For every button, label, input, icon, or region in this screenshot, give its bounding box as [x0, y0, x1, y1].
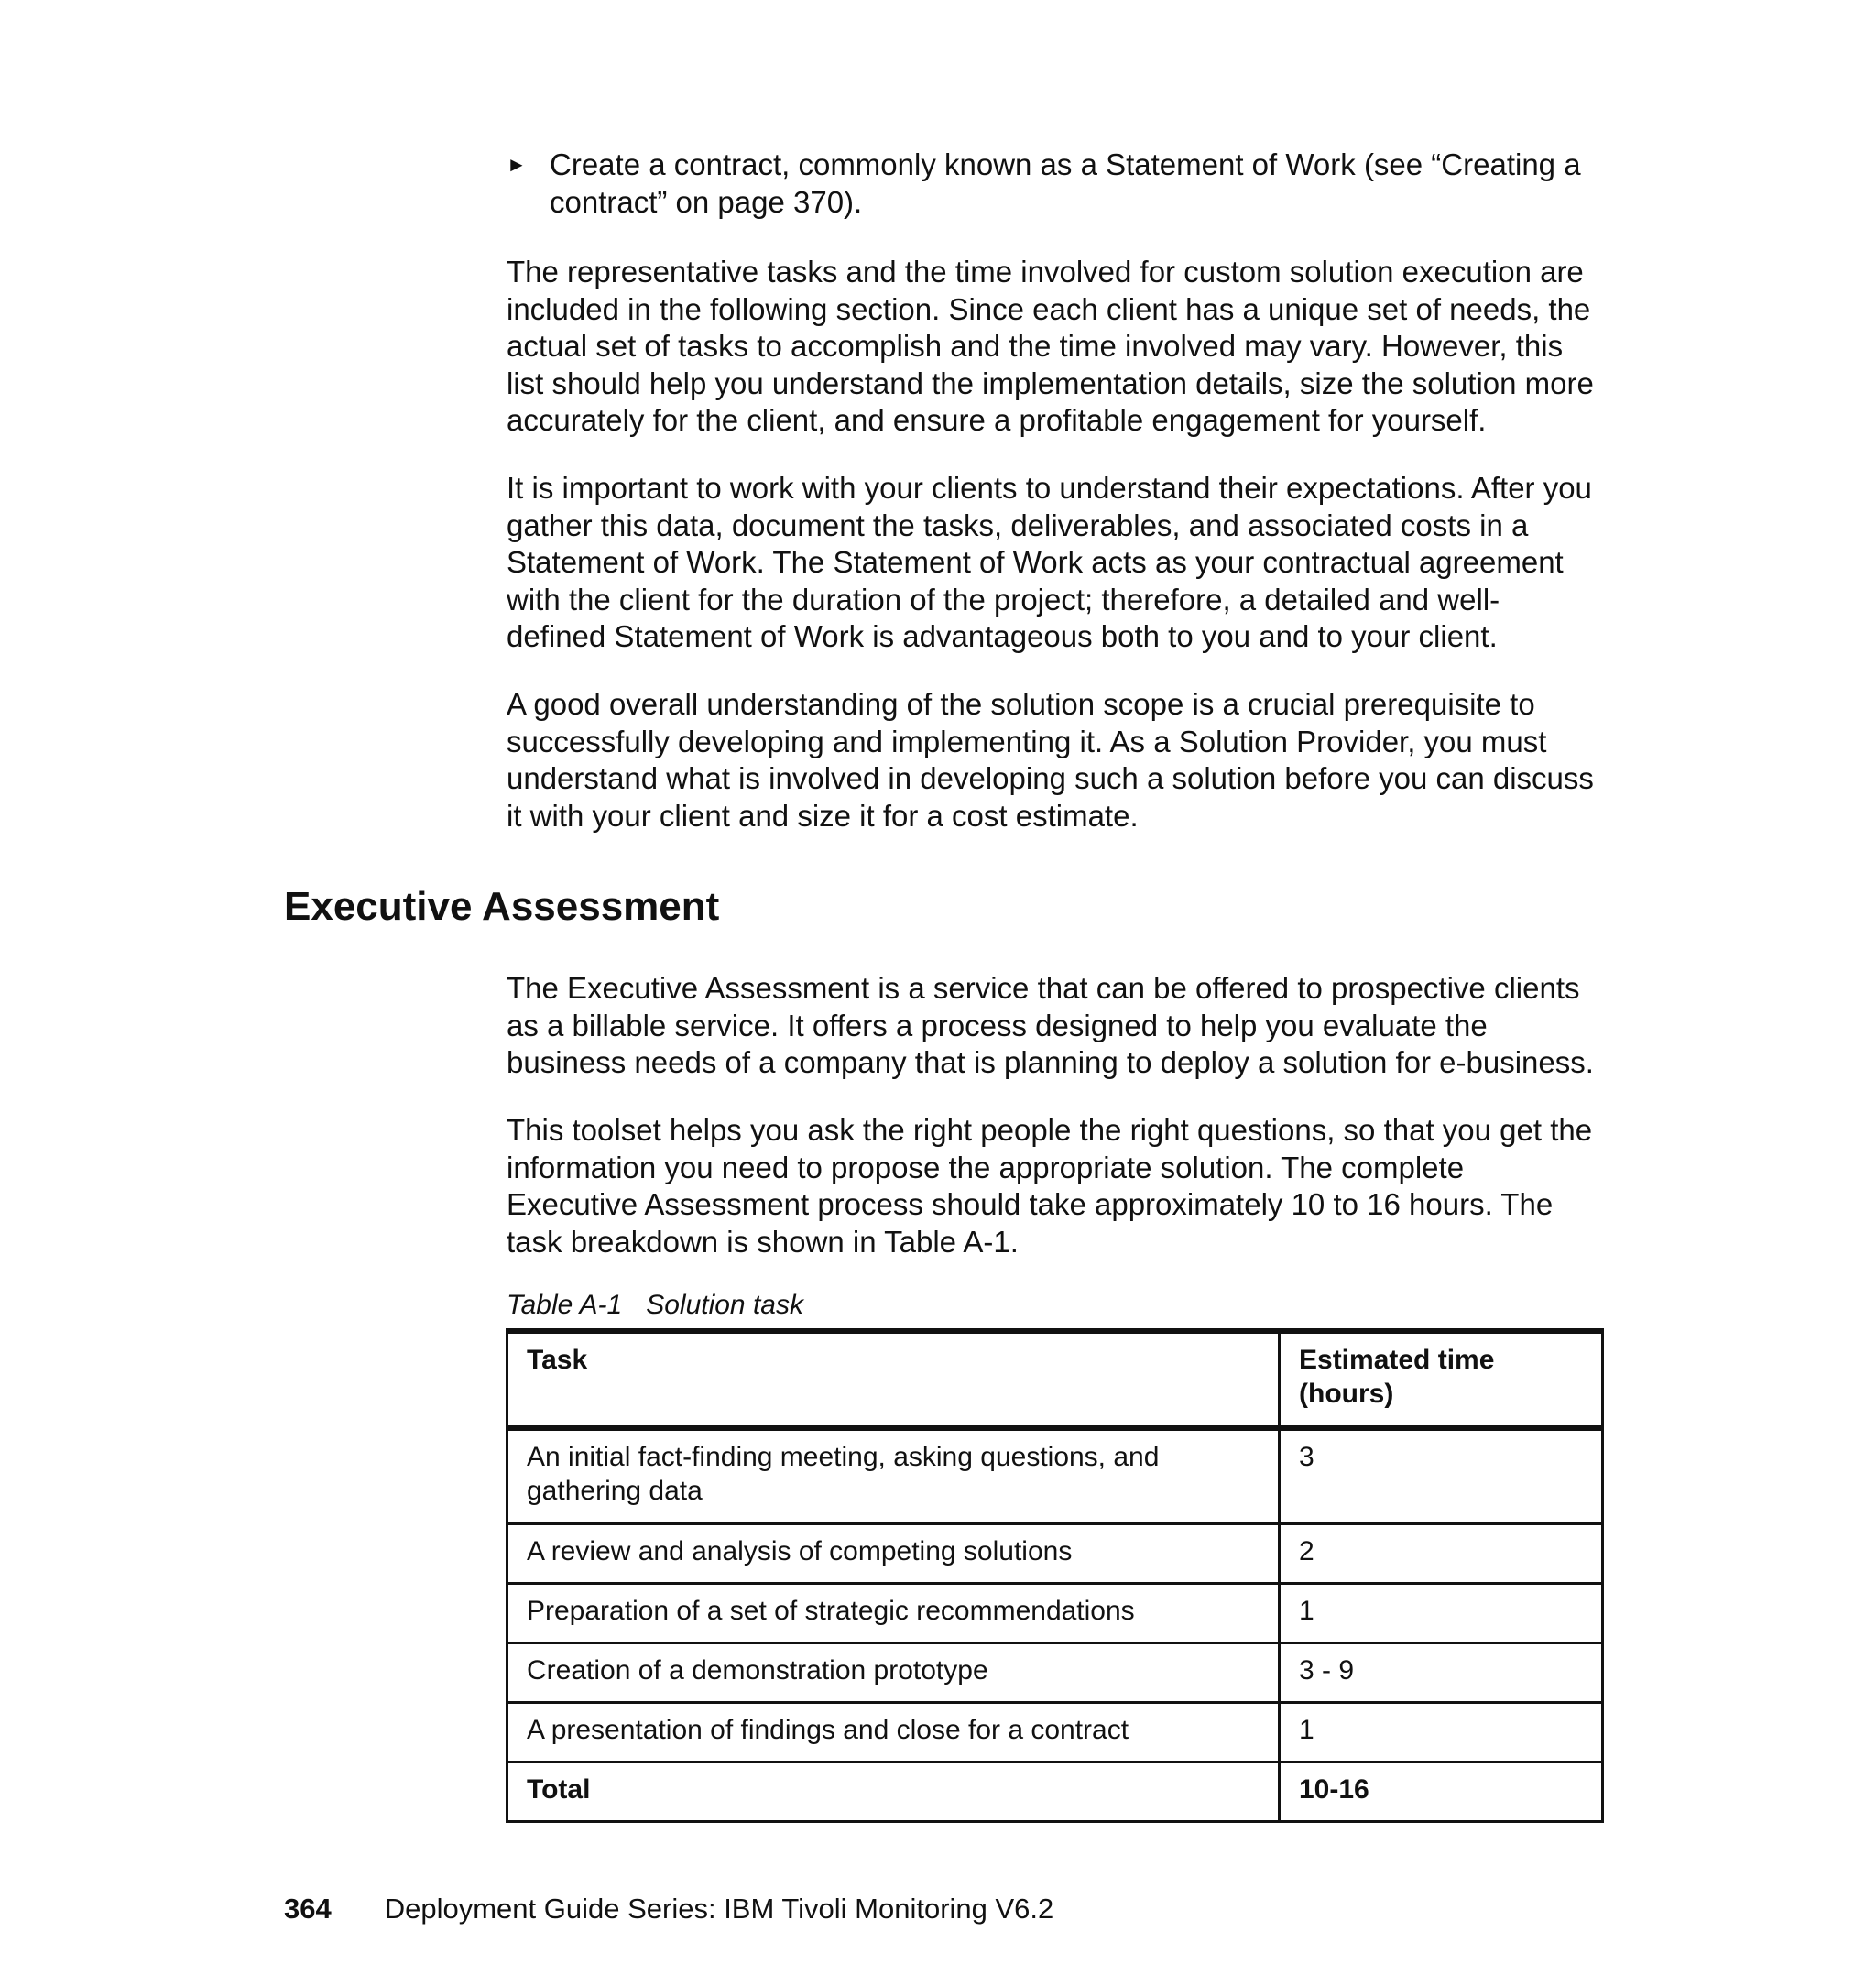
- total-label: Total: [507, 1762, 1280, 1822]
- table-row: [507, 1643, 1603, 1703]
- table-caption-label: Table A-1: [507, 1290, 623, 1320]
- section-paragraph-1-block: [507, 970, 1597, 1082]
- solution-task-table: [506, 1328, 1604, 1823]
- section-paragraph: This toolset helps you ask the right people the right questions, so that you get the information you need to propose the appropriate solution. The complete Executive Assessment process should take approximately 10 to 16 hours. The task breakdown is shown in Table A-1.: [507, 1113, 1593, 1259]
- header-task: Task: [507, 1331, 1280, 1428]
- book-title: Deployment Guide Series: IBM Tivoli Monitoring V6.2: [384, 1893, 1054, 1925]
- intro-paragraph-1-block: [507, 254, 1597, 440]
- intro-paragraph-3-block: [507, 686, 1597, 835]
- time-cell: 1: [1280, 1703, 1603, 1762]
- table-caption-title: Solution task: [646, 1290, 803, 1320]
- bullet-item: [507, 147, 1597, 221]
- task-cell: An initial fact-finding meeting, asking questions, and gathering data: [507, 1428, 1280, 1524]
- task-cell: A review and analysis of competing solutions: [507, 1524, 1280, 1584]
- table-caption: [507, 1287, 803, 1324]
- bullet-arrow-icon: ►: [507, 153, 527, 176]
- task-cell: Preparation of a set of strategic recommendations: [507, 1584, 1280, 1643]
- section-paragraph-2-block: [507, 1112, 1597, 1260]
- intro-paragraph: The representative tasks and the time involved for custom solution execution are included in the following section. Since each client has a unique set of needs, the actual set of tasks to accomplish and the time involved may vary. However, this list should help you understand the implementation details, size the solution more accurately for the client, and ensure a profitable engagement for yourself.: [507, 255, 1594, 437]
- task-cell: A presentation of findings and close for a contract: [507, 1703, 1280, 1762]
- table-total-row: [507, 1762, 1603, 1822]
- time-cell: 2: [1280, 1524, 1603, 1584]
- intro-paragraph: It is important to work with your clients to understand their expectations. After you gather this data, document the tasks, deliverables, and associated costs in a Statement of Work. The Statement of Work acts as your contractual agreement with the client for the duration of the project; therefore, a detailed and well-defined Statement of Work is advantageous both to you and to your client.: [507, 471, 1592, 653]
- table-row: [507, 1524, 1603, 1584]
- table-row: [507, 1584, 1603, 1643]
- bullet-text: Create a contract, commonly known as a Statement of Work (see “Creating a contract” on page 370).: [550, 147, 1581, 219]
- page-number: 364: [284, 1893, 332, 1925]
- table-header-row: [507, 1331, 1603, 1428]
- total-value: 10-16: [1280, 1762, 1603, 1822]
- time-cell: 3: [1280, 1428, 1603, 1524]
- header-estimated-time: Estimated time (hours): [1280, 1331, 1603, 1428]
- section-heading: Executive Assessment: [284, 884, 720, 929]
- time-cell: 3 - 9: [1280, 1643, 1603, 1703]
- page-footer: [284, 1891, 1053, 1927]
- time-cell: 1: [1280, 1584, 1603, 1643]
- section-paragraph: The Executive Assessment is a service that can be offered to prospective clients as a billable service. It offers a process designed to help you evaluate the business needs of a company that is planning to deploy a solution for e-business.: [507, 971, 1594, 1079]
- intro-paragraph-2-block: [507, 470, 1597, 656]
- table-row: [507, 1703, 1603, 1762]
- intro-paragraph: A good overall understanding of the solution scope is a crucial prerequisite to successfully developing and implementing it. As a Solution Provider, you must understand what is involved in developing such a solution before you can discuss it with your client and size it for a cost estimate.: [507, 687, 1594, 833]
- task-cell: Creation of a demonstration prototype: [507, 1643, 1280, 1703]
- table-row: [507, 1428, 1603, 1524]
